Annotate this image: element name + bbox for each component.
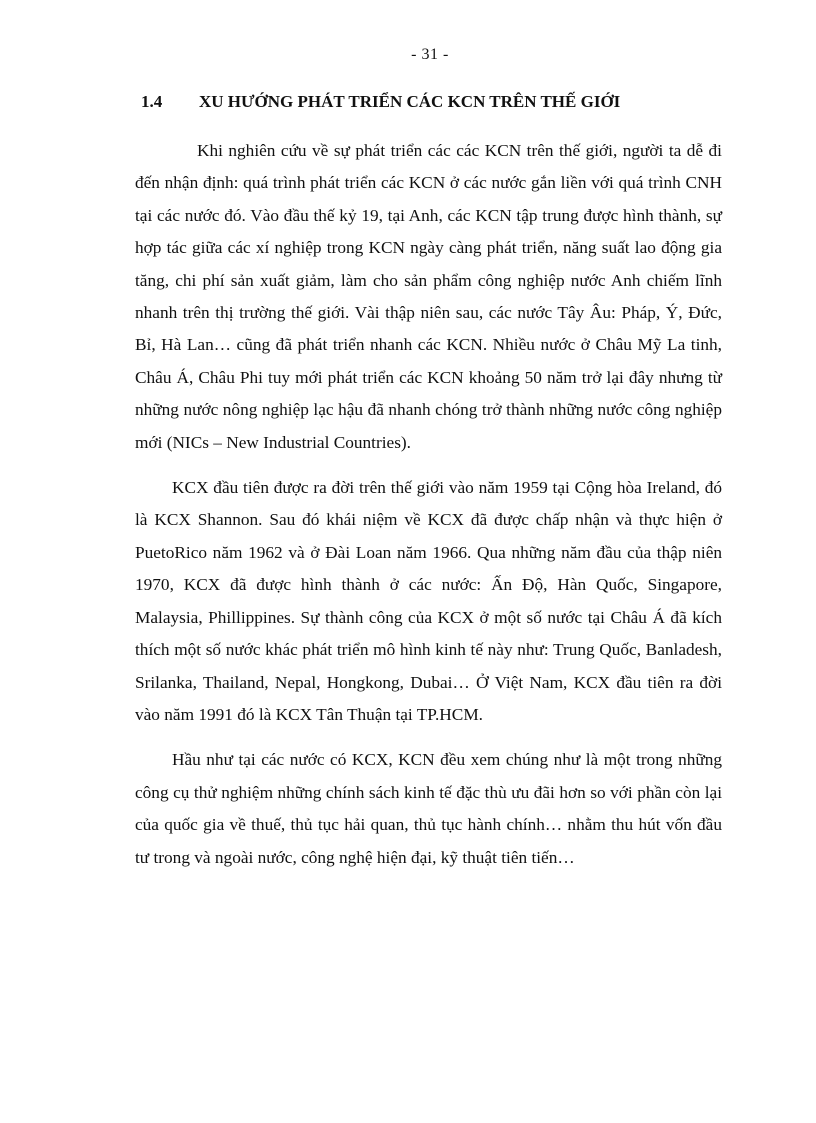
page-number: - 31 - — [411, 46, 449, 63]
section-number: 1.4 — [141, 92, 163, 111]
paragraph-2: KCX đầu tiên được ra đời trên thế giới vào năm 1959 tại Cộng hòa Ireland, đó là KCX Shannon. Sau đó khái niệm về KCX đã được chấp nhận và thực hiện ở PuetoRico năm 1962 và ở Đài Loan năm 1966. Qua những năm đầu của thập niên 1970, KCX đã được hình thành ở các nước: Ấn Độ, Hàn Quốc, Singapore, Malaysia, Phillippines. Sự thành công của KCX ở một số nước tại Châu Á đã kích thích một số nước khác phát triển mô hình kinh tế này như: Trung Quốc, Banladesh, Srilanka, Thailand, Nepal, Hongkong, Dubai… Ở Việt Nam, KCX đầu tiên ra đời vào năm 1991 đó là KCX Tân Thuận tại TP.HCM. — [135, 478, 722, 724]
paragraph-1: Khi nghiên cứu về sự phát triển các các KCN trên thế giới, người ta dễ đi đến nhận định: quá trình phát triển các KCN ở các nước gắn liền với quá trình CNH tại các nước đó. Vào đầu thế kỷ 19, tại Anh, các KCN tập trung được hình thành, sự hợp tác giữa các xí nghiệp trong KCN ngày càng phát triển, năng suất lao động gia tăng, chi phí sản xuất giảm, làm cho sản phẩm công nghiệp nước Anh chiếm lĩnh nhanh trên thị trường thế giới. Vài thập niên sau, các nước Tây Âu: Pháp, Ý, Đức, Bỉ, Hà Lan… cũng đã phát triển nhanh các KCN. Nhiều nước ở Châu Mỹ La tinh, Châu Á, Châu Phi tuy mới phát triển các KCN khoảng 50 năm trở lại đây nhưng từ những nước nông nghiệp lạc hậu đã nhanh chóng trở thành những nước công nghiệp mới (NICs – New Industrial Countries). — [135, 141, 722, 452]
section-heading — [141, 92, 620, 112]
document-body — [135, 135, 722, 887]
section-title: XU HƯỚNG PHÁT TRIỂN CÁC KCN TRÊN THẾ GIỚI — [199, 92, 621, 111]
paragraph-3: Hầu như tại các nước có KCX, KCN đều xem chúng như là một trong những công cụ thử nghiệm những chính sách kinh tế đặc thù ưu đãi hơn so với phần còn lại của quốc gia về thuế, thủ tục hải quan, thủ tục hành chính… nhằm thu hút vốn đầu tư trong và ngoài nước, công nghệ hiện đại, kỹ thuật tiên tiến… — [135, 750, 722, 867]
